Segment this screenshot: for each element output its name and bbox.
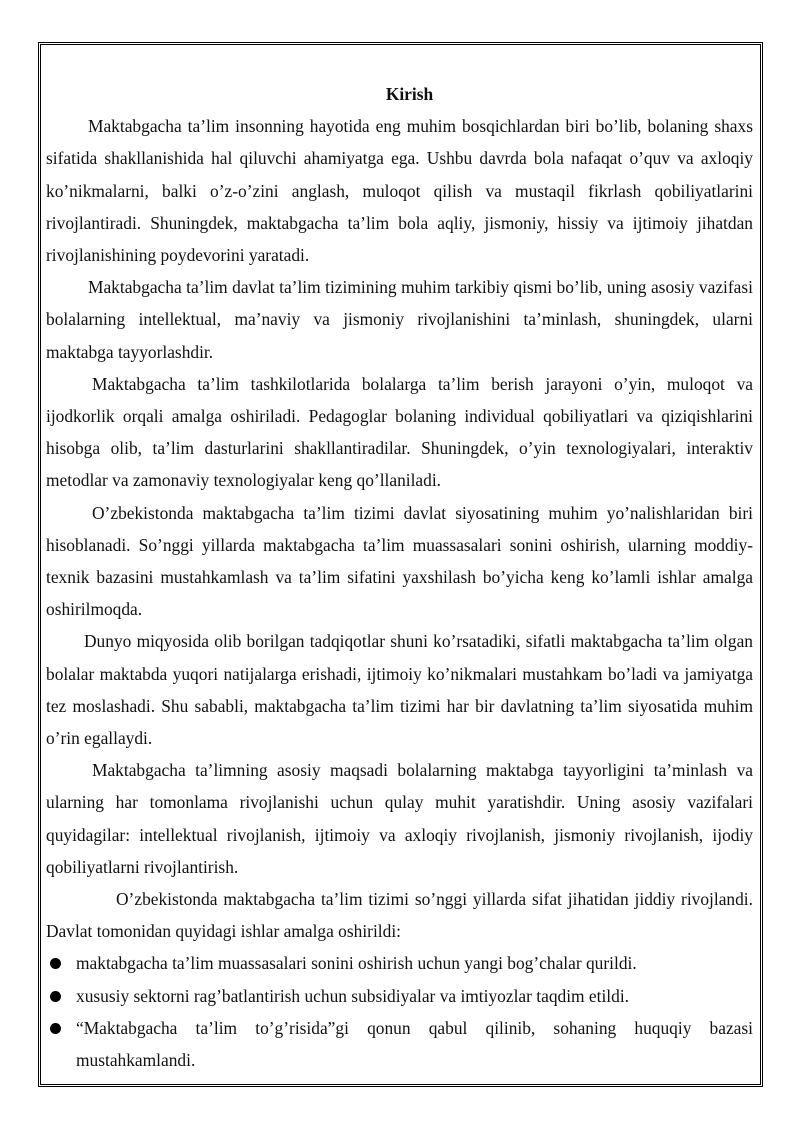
bullet-icon bbox=[50, 1023, 61, 1034]
list-item-text: “Maktabgacha ta’lim to’g’risida”gi qonun qabul qilinib, sohaning huquqiy bazasi mustahkamlandi. bbox=[76, 1017, 753, 1071]
paragraph-7: O’zbekistonda maktabgacha ta’lim tizimi so’nggi yillarda sifat jihatidan jiddiy rivojlandi. Davlat tomonidan quyidagi ishlar amalga oshirildi: bbox=[46, 889, 753, 942]
bullet-icon bbox=[50, 958, 61, 969]
paragraph-1: Maktabgacha ta’lim insonning hayotida eng muhim bosqichlardan biri bo’lib, bolaning shaxs sifatida shakllanishida hal qiluvchi ahamiyatga ega. Ushbu davrda bola nafaqat o’quv va axloqiy ko’nikmalarni, balki o’z-o’zini anglash, muloqot qilish va mustaqil fikrlash qobiliyatlarini rivojlantiradi. Shuningdek, maktabgacha ta’lim bola aqliy, jismoniy, hissiy va ijtimoiy jihatdan rivojlanishining poydevorini yaratadi. bbox=[46, 116, 753, 266]
bullet-icon bbox=[50, 991, 61, 1002]
list-item bbox=[46, 1012, 753, 1076]
bullet-list bbox=[46, 947, 753, 1076]
paragraph-3: Maktabgacha ta’lim tashkilotlarida bolalarga ta’lim berish jarayoni o’yin, muloqot va ijodkorlik orqali amalga oshiriladi. Pedagoglar bolaning individual qobiliyatlari va qiziqishlarini hisobga olib, ta’lim dasturlarini shakllantiradilar. Shuningdek, o’yin texnologiyalari, interaktiv metodlar va zamonaviy texnologiyalar keng qo’llaniladi. bbox=[46, 373, 753, 491]
list-item bbox=[46, 980, 753, 1012]
paragraph-4: O’zbekistonda maktabgacha ta’lim tizimi davlat siyosatining muhim yo’nalishlaridan biri hisoblanadi. So’nggi yillarda maktabgacha ta’lim muassasalari sonini oshirish, ularning moddiy-texnik bazasini mustahkamlash va ta’lim sifatini yaxshilash bo’yicha keng ko’lamli ishlar amalga oshirilmoqda. bbox=[46, 502, 753, 620]
document-body bbox=[46, 78, 753, 1076]
paragraph-2: Maktabgacha ta’lim davlat ta’lim tizimining muhim tarkibiy qismi bo’lib, uning asosiy vazifasi bolalarning intellektual, ma’naviy va jismoniy rivojlanishini ta’minlash, shuningdek, ularni maktabga tayyorlashdir. bbox=[46, 277, 753, 362]
paragraph-5: Dunyo miqyosida olib borilgan tadqiqotlar shuni ko’rsatadiki, sifatli maktabgacha ta’lim olgan bolalar maktabda yuqori natijalarga erishadi, ijtimoiy ko’nikmalari mustahkam bo’ladi va jamiyatga tez moslashadi. Shu sababli, maktabgacha ta’lim tizimi har bir davlatning ta’lim siyosatida muhim o’rin egallaydi. bbox=[46, 631, 753, 749]
paragraph-6: Maktabgacha ta’limning asosiy maqsadi bolalarning maktabga tayyorligini ta’minlash va ularning har tomonlama rivojlanishi uchun qulay muhit yaratishdir. Uning asosiy vazifalari quyidagilar: intellektual rivojlanish, ijtimoiy va axloqiy rivojlanish, jismoniy rivojlanish, ijodiy qobiliyatlarni rivojlantirish. bbox=[46, 760, 753, 877]
list-item-text: maktabgacha ta’lim muassasalari sonini oshirish uchun yangi bog’chalar qurildi. bbox=[76, 953, 637, 974]
document-title: Kirish bbox=[385, 84, 434, 104]
list-item bbox=[46, 947, 753, 979]
list-item-text: xususiy sektorni rag’batlantirish uchun subsidiyalar va imtiyozlar taqdim etildi. bbox=[76, 985, 630, 1006]
